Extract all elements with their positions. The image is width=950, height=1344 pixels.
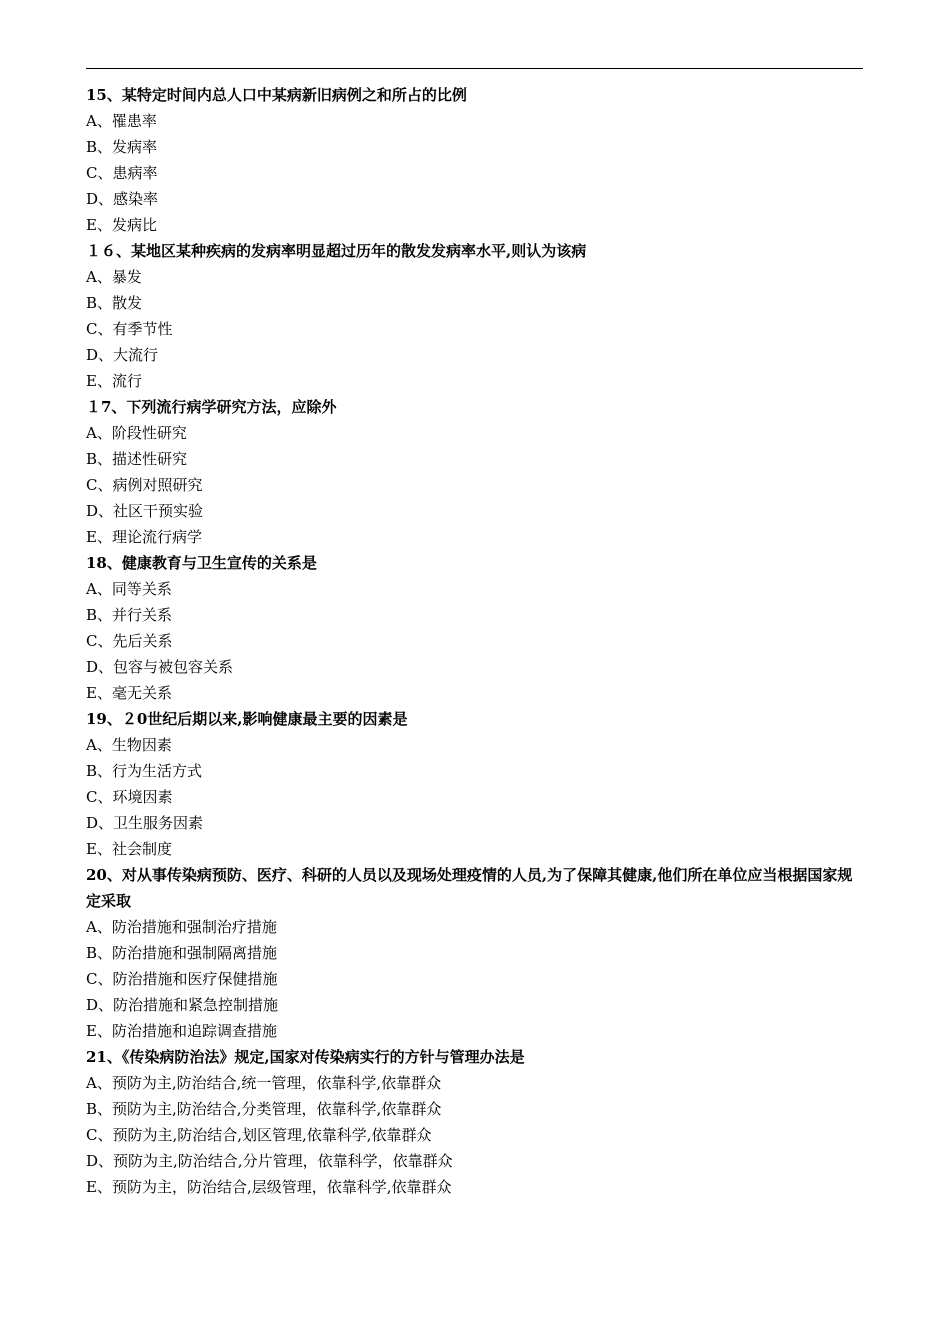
option-b: B、行为生活方式 bbox=[86, 762, 203, 780]
question-20: 20、对从事传染病预防、医疗、科研的人员以及现场处理疫情的人员,为了保障其健康,他们所在单位应当根据国家规定采取 bbox=[86, 866, 853, 910]
option-d: D、包容与被包容关系 bbox=[86, 658, 234, 676]
option-b: B、并行关系 bbox=[86, 606, 173, 624]
question-21: 21、《传染病防治法》规定,国家对传染病实行的方针与管理办法是 bbox=[86, 1048, 525, 1066]
option-e: E、毫无关系 bbox=[86, 684, 172, 702]
option-a: A、罹患率 bbox=[86, 112, 157, 130]
option-d: D、卫生服务因素 bbox=[86, 814, 204, 832]
option-d: D、大流行 bbox=[86, 346, 159, 364]
option-e: E、社会制度 bbox=[86, 840, 172, 858]
option-c: C、环境因素 bbox=[86, 788, 173, 806]
option-d: D、预防为主,防治结合,分片管理，依靠科学，依靠群众 bbox=[86, 1152, 453, 1170]
option-a: A、同等关系 bbox=[86, 580, 172, 598]
option-b: B、防治措施和强制隔离措施 bbox=[86, 944, 278, 962]
header-rule bbox=[86, 68, 863, 69]
option-b: B、描述性研究 bbox=[86, 450, 188, 468]
option-e: E、防治措施和追踪调查措施 bbox=[86, 1022, 277, 1040]
option-a: A、生物因素 bbox=[86, 736, 172, 754]
question-19: 19、２0世纪后期以来,影响健康最主要的因素是 bbox=[86, 710, 408, 728]
option-b: B、发病率 bbox=[86, 138, 158, 156]
option-a: A、阶段性研究 bbox=[86, 424, 187, 442]
option-d: D、社区干预实验 bbox=[86, 502, 204, 520]
option-c: C、患病率 bbox=[86, 164, 158, 182]
option-c: C、防治措施和医疗保健措施 bbox=[86, 970, 278, 988]
question-18: 18、健康教育与卫生宣传的关系是 bbox=[86, 554, 317, 572]
option-b: B、预防为主,防治结合,分类管理，依靠科学,依靠群众 bbox=[86, 1100, 442, 1118]
option-c: C、有季节性 bbox=[86, 320, 173, 338]
option-e: E、流行 bbox=[86, 372, 142, 390]
question-16: １６、某地区某种疾病的发病率明显超过历年的散发发病率水平,则认为该病 bbox=[86, 242, 587, 260]
option-c: C、病例对照研究 bbox=[86, 476, 203, 494]
option-e: E、发病比 bbox=[86, 216, 157, 234]
option-d: D、感染率 bbox=[86, 190, 159, 208]
option-e: E、预防为主，防治结合,层级管理，依靠科学,依靠群众 bbox=[86, 1178, 452, 1196]
option-c: C、预防为主,防治结合,划区管理,依靠科学,依靠群众 bbox=[86, 1126, 432, 1144]
option-c: C、先后关系 bbox=[86, 632, 173, 650]
question-list bbox=[86, 82, 866, 1200]
option-a: A、防治措施和强制治疗措施 bbox=[86, 918, 277, 936]
option-a: A、暴发 bbox=[86, 268, 142, 286]
option-b: B、散发 bbox=[86, 294, 143, 312]
option-d: D、防治措施和紧急控制措施 bbox=[86, 996, 279, 1014]
option-e: E、理论流行病学 bbox=[86, 528, 202, 546]
option-a: A、预防为主,防治结合,统一管理，依靠科学,依靠群众 bbox=[86, 1074, 442, 1092]
question-17: １7、下列流行病学研究方法，应除外 bbox=[86, 398, 337, 416]
question-15: 15、某特定时间内总人口中某病新旧病例之和所占的比例 bbox=[86, 86, 467, 104]
